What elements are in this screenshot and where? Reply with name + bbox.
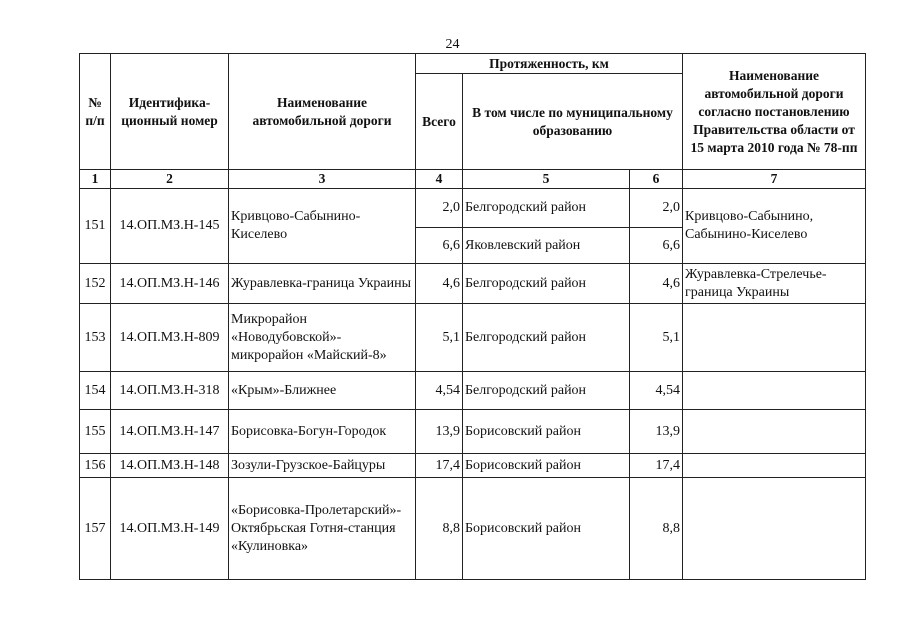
roads-table: [79, 53, 866, 580]
row-number: 154: [80, 372, 111, 410]
road-name: Зозули-Грузское-Байцуры: [229, 454, 416, 478]
column-number: 5: [463, 170, 630, 189]
resolution-name: [683, 372, 866, 410]
district-length: 8,8: [630, 478, 683, 580]
road-name: Журавлевка-граница Украины: [229, 264, 416, 304]
table-row: [80, 189, 866, 228]
row-number: 155: [80, 410, 111, 454]
length-total: 13,9: [416, 410, 463, 454]
header-row-1: [80, 54, 866, 74]
road-id: 14.ОП.МЗ.Н-149: [111, 478, 229, 580]
resolution-name: Журавлевка-Стрелечье-граница Украины: [683, 264, 866, 304]
district-name: Борисовский район: [463, 454, 630, 478]
resolution-name: [683, 410, 866, 454]
column-number: 2: [111, 170, 229, 189]
table-row: [80, 264, 866, 304]
length-total: 17,4: [416, 454, 463, 478]
length-total: 6,6: [416, 228, 463, 264]
road-id: 14.ОП.МЗ.Н-318: [111, 372, 229, 410]
district-length: 6,6: [630, 228, 683, 264]
column-number: 7: [683, 170, 866, 189]
district-name: Белгородский район: [463, 264, 630, 304]
length-total: 4,54: [416, 372, 463, 410]
length-total: 8,8: [416, 478, 463, 580]
district-length: 4,6: [630, 264, 683, 304]
column-number: 1: [80, 170, 111, 189]
road-id: 14.ОП.МЗ.Н-146: [111, 264, 229, 304]
header-resolution: Наименование автомобильной дороги согласно постановлению Правительства области от 15 марта 2010 года № 78-пп: [683, 54, 866, 170]
road-id: 14.ОП.МЗ.Н-147: [111, 410, 229, 454]
length-total: 2,0: [416, 189, 463, 228]
district-name: Белгородский район: [463, 372, 630, 410]
length-total: 4,6: [416, 264, 463, 304]
header-num: № п/п: [80, 54, 111, 170]
column-number: 6: [630, 170, 683, 189]
district-length: 13,9: [630, 410, 683, 454]
header-municipal: В том числе по муниципальному образованию: [463, 74, 683, 170]
table-row: [80, 372, 866, 410]
road-name: Кривцово-Сабынино-Киселево: [229, 189, 416, 264]
district-name: Белгородский район: [463, 189, 630, 228]
header-total: Всего: [416, 74, 463, 170]
road-id: 14.ОП.МЗ.Н-145: [111, 189, 229, 264]
road-name: «Крым»-Ближнее: [229, 372, 416, 410]
header-id: Идентифика-ционный номер: [111, 54, 229, 170]
district-length: 4,54: [630, 372, 683, 410]
district-name: Яковлевский район: [463, 228, 630, 264]
row-number: 152: [80, 264, 111, 304]
column-number: 4: [416, 170, 463, 189]
road-id: 14.ОП.МЗ.Н-148: [111, 454, 229, 478]
table-row: [80, 304, 866, 372]
table-row: [80, 410, 866, 454]
header-name: Наименование автомобильной дороги: [229, 54, 416, 170]
district-name: Борисовский район: [463, 478, 630, 580]
column-number: 3: [229, 170, 416, 189]
header-length-group: Протяженность, км: [416, 54, 683, 74]
table-row: [80, 454, 866, 478]
road-id: 14.ОП.МЗ.Н-809: [111, 304, 229, 372]
resolution-name: [683, 478, 866, 580]
row-number: 153: [80, 304, 111, 372]
road-name: Микрорайон «Новодубовской»-микрорайон «Майский-8»: [229, 304, 416, 372]
road-name: Борисовка-Богун-Городок: [229, 410, 416, 454]
district-name: Борисовский район: [463, 410, 630, 454]
resolution-name: [683, 304, 866, 372]
district-name: Белгородский район: [463, 304, 630, 372]
row-number: 156: [80, 454, 111, 478]
district-length: 2,0: [630, 189, 683, 228]
page-number: 24: [445, 37, 460, 52]
resolution-name: [683, 454, 866, 478]
row-number: 157: [80, 478, 111, 580]
district-length: 17,4: [630, 454, 683, 478]
column-number-row: [80, 170, 866, 189]
length-total: 5,1: [416, 304, 463, 372]
road-name: «Борисовка-Пролетарский»-Октябрьская Готня-станция «Кулиновка»: [229, 478, 416, 580]
resolution-name: Кривцово-Сабынино, Сабынино-Киселево: [683, 189, 866, 264]
district-length: 5,1: [630, 304, 683, 372]
row-number: 151: [80, 189, 111, 264]
table-row: [80, 478, 866, 580]
